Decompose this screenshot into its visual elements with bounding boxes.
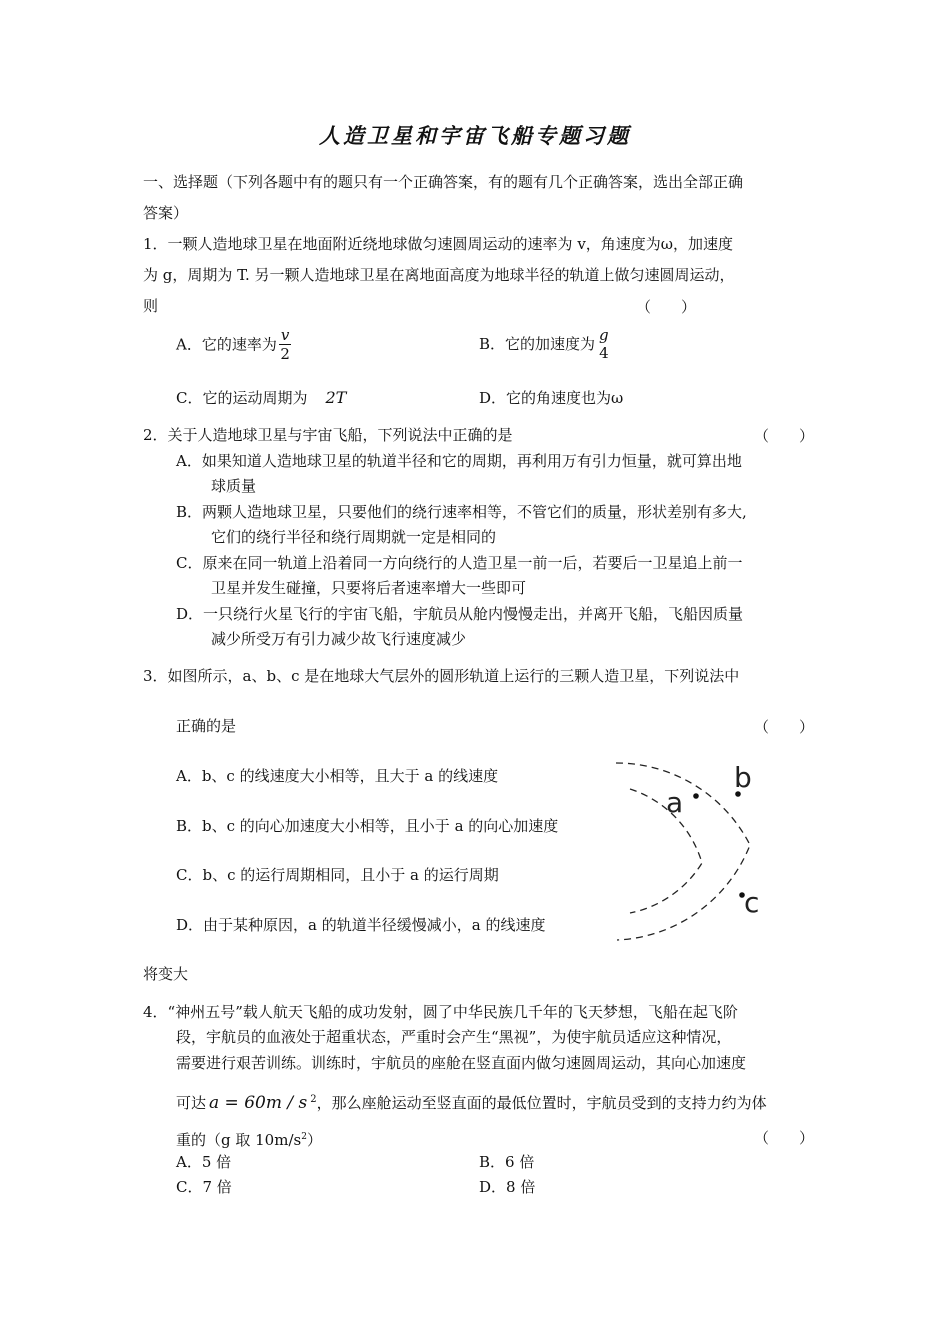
q3-stem-line2: 正确的是 bbox=[176, 717, 237, 735]
q1-option-a-fraction bbox=[279, 326, 291, 363]
q2-answer-paren: （ ） bbox=[754, 427, 815, 445]
satellite-a-label: a bbox=[666, 786, 684, 819]
q4-stem-line5 bbox=[176, 1127, 322, 1150]
q4-line5-exponent: 2 bbox=[301, 1132, 307, 1142]
q2-option-c-line2: 卫星并发生碰撞，只要将后者速率增大一些即可 bbox=[211, 579, 527, 597]
q3-option-d: D．由于某种原因，a 的轨道半径缓慢减小，a 的线速度 bbox=[176, 916, 546, 934]
q4-line5-text: 重的（g 取 10m/s bbox=[176, 1131, 302, 1149]
q1-answer-paren: （ ） bbox=[636, 298, 697, 316]
q4-option-a: A．5 倍 bbox=[176, 1153, 232, 1171]
q2-option-a-line2: 球质量 bbox=[211, 477, 257, 495]
q2-option-d-line2: 减少所受万有引力减少故飞行速度减少 bbox=[211, 630, 467, 648]
q4-acceleration-formula: a = 60m / s bbox=[209, 1093, 308, 1113]
q4-stem-line4 bbox=[176, 1090, 767, 1113]
section-heading-line2: 答案） bbox=[143, 204, 189, 222]
q1-option-b bbox=[479, 326, 611, 362]
q2-option-d-line1: D．一只绕行火星飞行的宇宙飞船，宇航员从舱内慢慢走出，并离开飞船，飞船因质量 bbox=[176, 605, 744, 623]
q1-option-b-numerator: g bbox=[599, 326, 609, 344]
satellite-c-label: c bbox=[744, 886, 760, 919]
orbit-diagram bbox=[600, 745, 790, 950]
q4-option-b: B．6 倍 bbox=[479, 1153, 535, 1171]
q2-option-c-line1: C．原来在同一轨道上沿着同一方向绕行的人造卫星一前一后，若要后一卫星追上前一 bbox=[176, 554, 743, 572]
q4-line4-suffix: ，那么座舱运动至竖直面的最低位置时，宇航员受到的支持力约为体 bbox=[316, 1094, 767, 1112]
q3-option-b: B．b、c 的向心加速度大小相等，且小于 a 的向心加速度 bbox=[176, 817, 559, 835]
q4-stem-line1: 4．“神州五号”载人航天飞船的成功发射，圆了中华民族几千年的飞天梦想，飞船在起飞阶 bbox=[143, 1003, 738, 1021]
section-heading-line1: 一、选择题（下列各题中有的题只有一个正确答案，有的题有几个正确答案，选出全部正确 bbox=[143, 173, 744, 191]
q1-option-c-value: 2T bbox=[325, 388, 347, 407]
q4-option-d: D．8 倍 bbox=[479, 1178, 536, 1196]
q3-answer-paren: （ ） bbox=[754, 718, 815, 736]
q1-option-a bbox=[176, 326, 291, 363]
q4-stem-line2: 段，宇航员的血液处于超重状态，严重时会产生“黑视”，为使宇航员适应这种情况， bbox=[176, 1028, 732, 1046]
q4-stem-line3: 需要进行艰苦训练。训练时，宇航员的座舱在竖直面内做匀速圆周运动，其向心加速度 bbox=[176, 1054, 747, 1072]
q1-option-b-label: B．它的加速度为 bbox=[479, 335, 596, 353]
q1-option-c bbox=[176, 388, 346, 408]
q1-option-c-label: C．它的运动周期为 bbox=[176, 389, 308, 407]
q2-stem: 2．关于人造地球卫星与宇宙飞船，下列说法中正确的是 bbox=[143, 426, 513, 444]
q3-option-d-continued: 将变大 bbox=[143, 965, 189, 983]
q1-option-b-denominator: 4 bbox=[599, 344, 609, 362]
q3-option-c: C．b、c 的运行周期相同，且小于 a 的运行周期 bbox=[176, 866, 499, 884]
q1-option-d: D．它的角速度也为ω bbox=[479, 389, 624, 407]
q2-option-b-line2: 它们的绕行半径和绕行周期就一定是相同的 bbox=[211, 528, 497, 546]
q4-answer-paren: （ ） bbox=[754, 1129, 815, 1147]
q1-stem-line3: 则 bbox=[143, 297, 159, 315]
q3-option-a: A．b、c 的线速度大小相等，且大于 a 的线速度 bbox=[176, 767, 499, 785]
q4-option-c: C．7 倍 bbox=[176, 1178, 232, 1196]
q4-formula-exponent: 2 bbox=[310, 1094, 317, 1105]
q4-line5-end: ） bbox=[306, 1131, 322, 1149]
q1-stem-line1: 1．一颗人造地球卫星在地面附近绕地球做匀速圆周运动的速率为 v，角速度为ω，加速度 bbox=[143, 235, 734, 253]
q1-option-a-denominator: 2 bbox=[280, 345, 290, 363]
q1-option-a-numerator: v bbox=[280, 326, 290, 344]
q4-line4-prefix: 可达 bbox=[176, 1094, 207, 1112]
q1-stem-line2: 为 g，周期为 T. 另一颗人造地球卫星在离地面高度为地球半径的轨道上做匀速圆周运动， bbox=[143, 266, 735, 284]
satellite-a-dot bbox=[693, 793, 699, 799]
satellite-b-label: b bbox=[734, 761, 752, 794]
q1-option-b-fraction bbox=[597, 326, 611, 362]
q2-option-b-line1: B．两颗人造地球卫星，只要他们的绕行速率相等，不管它们的质量，形状差别有多大, bbox=[176, 503, 747, 521]
page-title: 人造卫星和宇宙飞船专题习题 bbox=[319, 123, 631, 148]
q1-option-a-label: A．它的速率为 bbox=[176, 335, 277, 354]
q3-stem-line1: 3．如图所示，a、b、c 是在地球大气层外的圆形轨道上运行的三颗人造卫星，下列说法中 bbox=[143, 667, 740, 685]
q2-option-a-line1: A．如果知道人造地球卫星的轨道半径和它的周期，再利用万有引力恒量，就可算出地 bbox=[176, 452, 742, 470]
